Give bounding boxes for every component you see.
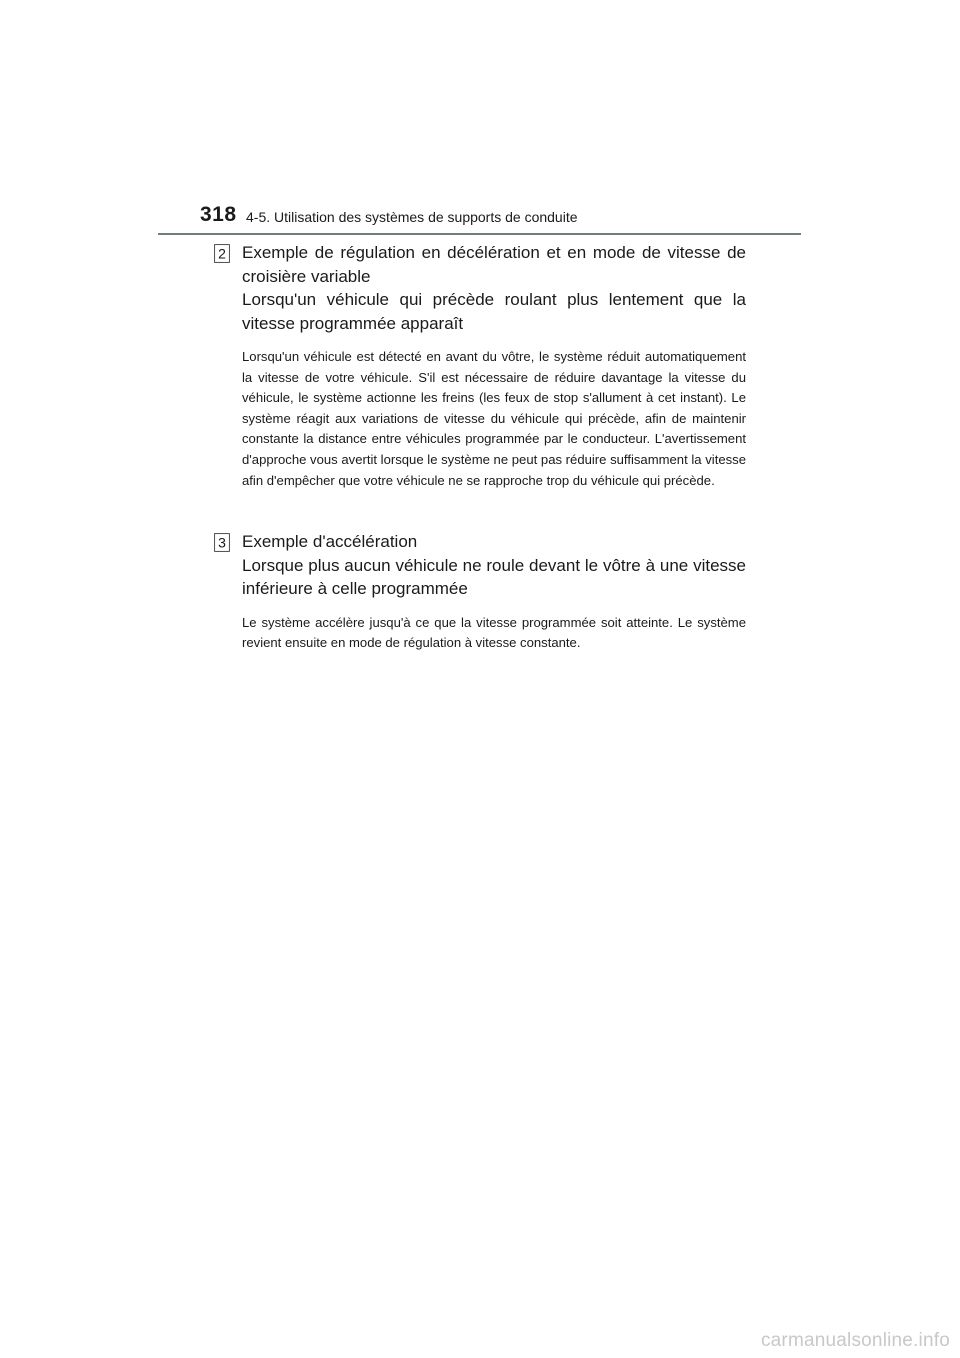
step-3-heading-line-2: Lorsque plus aucun véhicule ne roule devant le vôtre à une vitesse inférieure à celle programmée (242, 555, 746, 598)
step-number-3: 3 (218, 534, 226, 551)
step-3-heading (242, 530, 746, 601)
watermark-url: carmanualsonline.info (760, 1330, 950, 1351)
header-divider (158, 233, 801, 235)
page-number: 318 (200, 203, 237, 226)
step-3-body: Le système accélère jusqu'à ce que la vitesse programmée soit atteinte. Le système revient ensuite en mode de régulation à vitesse constante. (242, 614, 746, 651)
step-number-2: 2 (218, 245, 226, 262)
step-2-heading-line-1: Exemple de régulation en décélération et en mode de vitesse de croisière variable (242, 243, 746, 286)
step-3 (214, 530, 746, 654)
step-3-heading-line-1: Exemple d'accélération (242, 532, 418, 551)
page-header (200, 203, 800, 233)
section-title: 4-5. Utilisation des systèmes de supports de conduite (246, 209, 578, 225)
step-2 (214, 241, 746, 491)
step-number-2-icon (214, 244, 230, 263)
step-2-body: Lorsqu'un véhicule est détecté en avant du vôtre, le système réduit automatiquement la vitesse de votre véhicule. S'il est nécessaire de réduire davantage la vitesse du véhicule, le système actionne les freins (les feux de stop s'allument à cet instant). Le système réagit aux variations de vitesse du véhicule qui précède, afin de maintenir constante la distance entre véhicules programmée par le conducteur. L'avertissement d'approche vous avertit lorsque le système ne peut pas réduire suffisamment la vitesse afin d'empêcher que votre véhicule ne se rapproche trop du véhicule qui précède. (242, 349, 746, 488)
step-2-heading-line-2: Lorsqu'un véhicule qui précède roulant plus lentement que la vitesse programmée apparaît (242, 290, 746, 333)
step-2-heading (242, 241, 746, 335)
step-number-3-icon (214, 533, 230, 552)
